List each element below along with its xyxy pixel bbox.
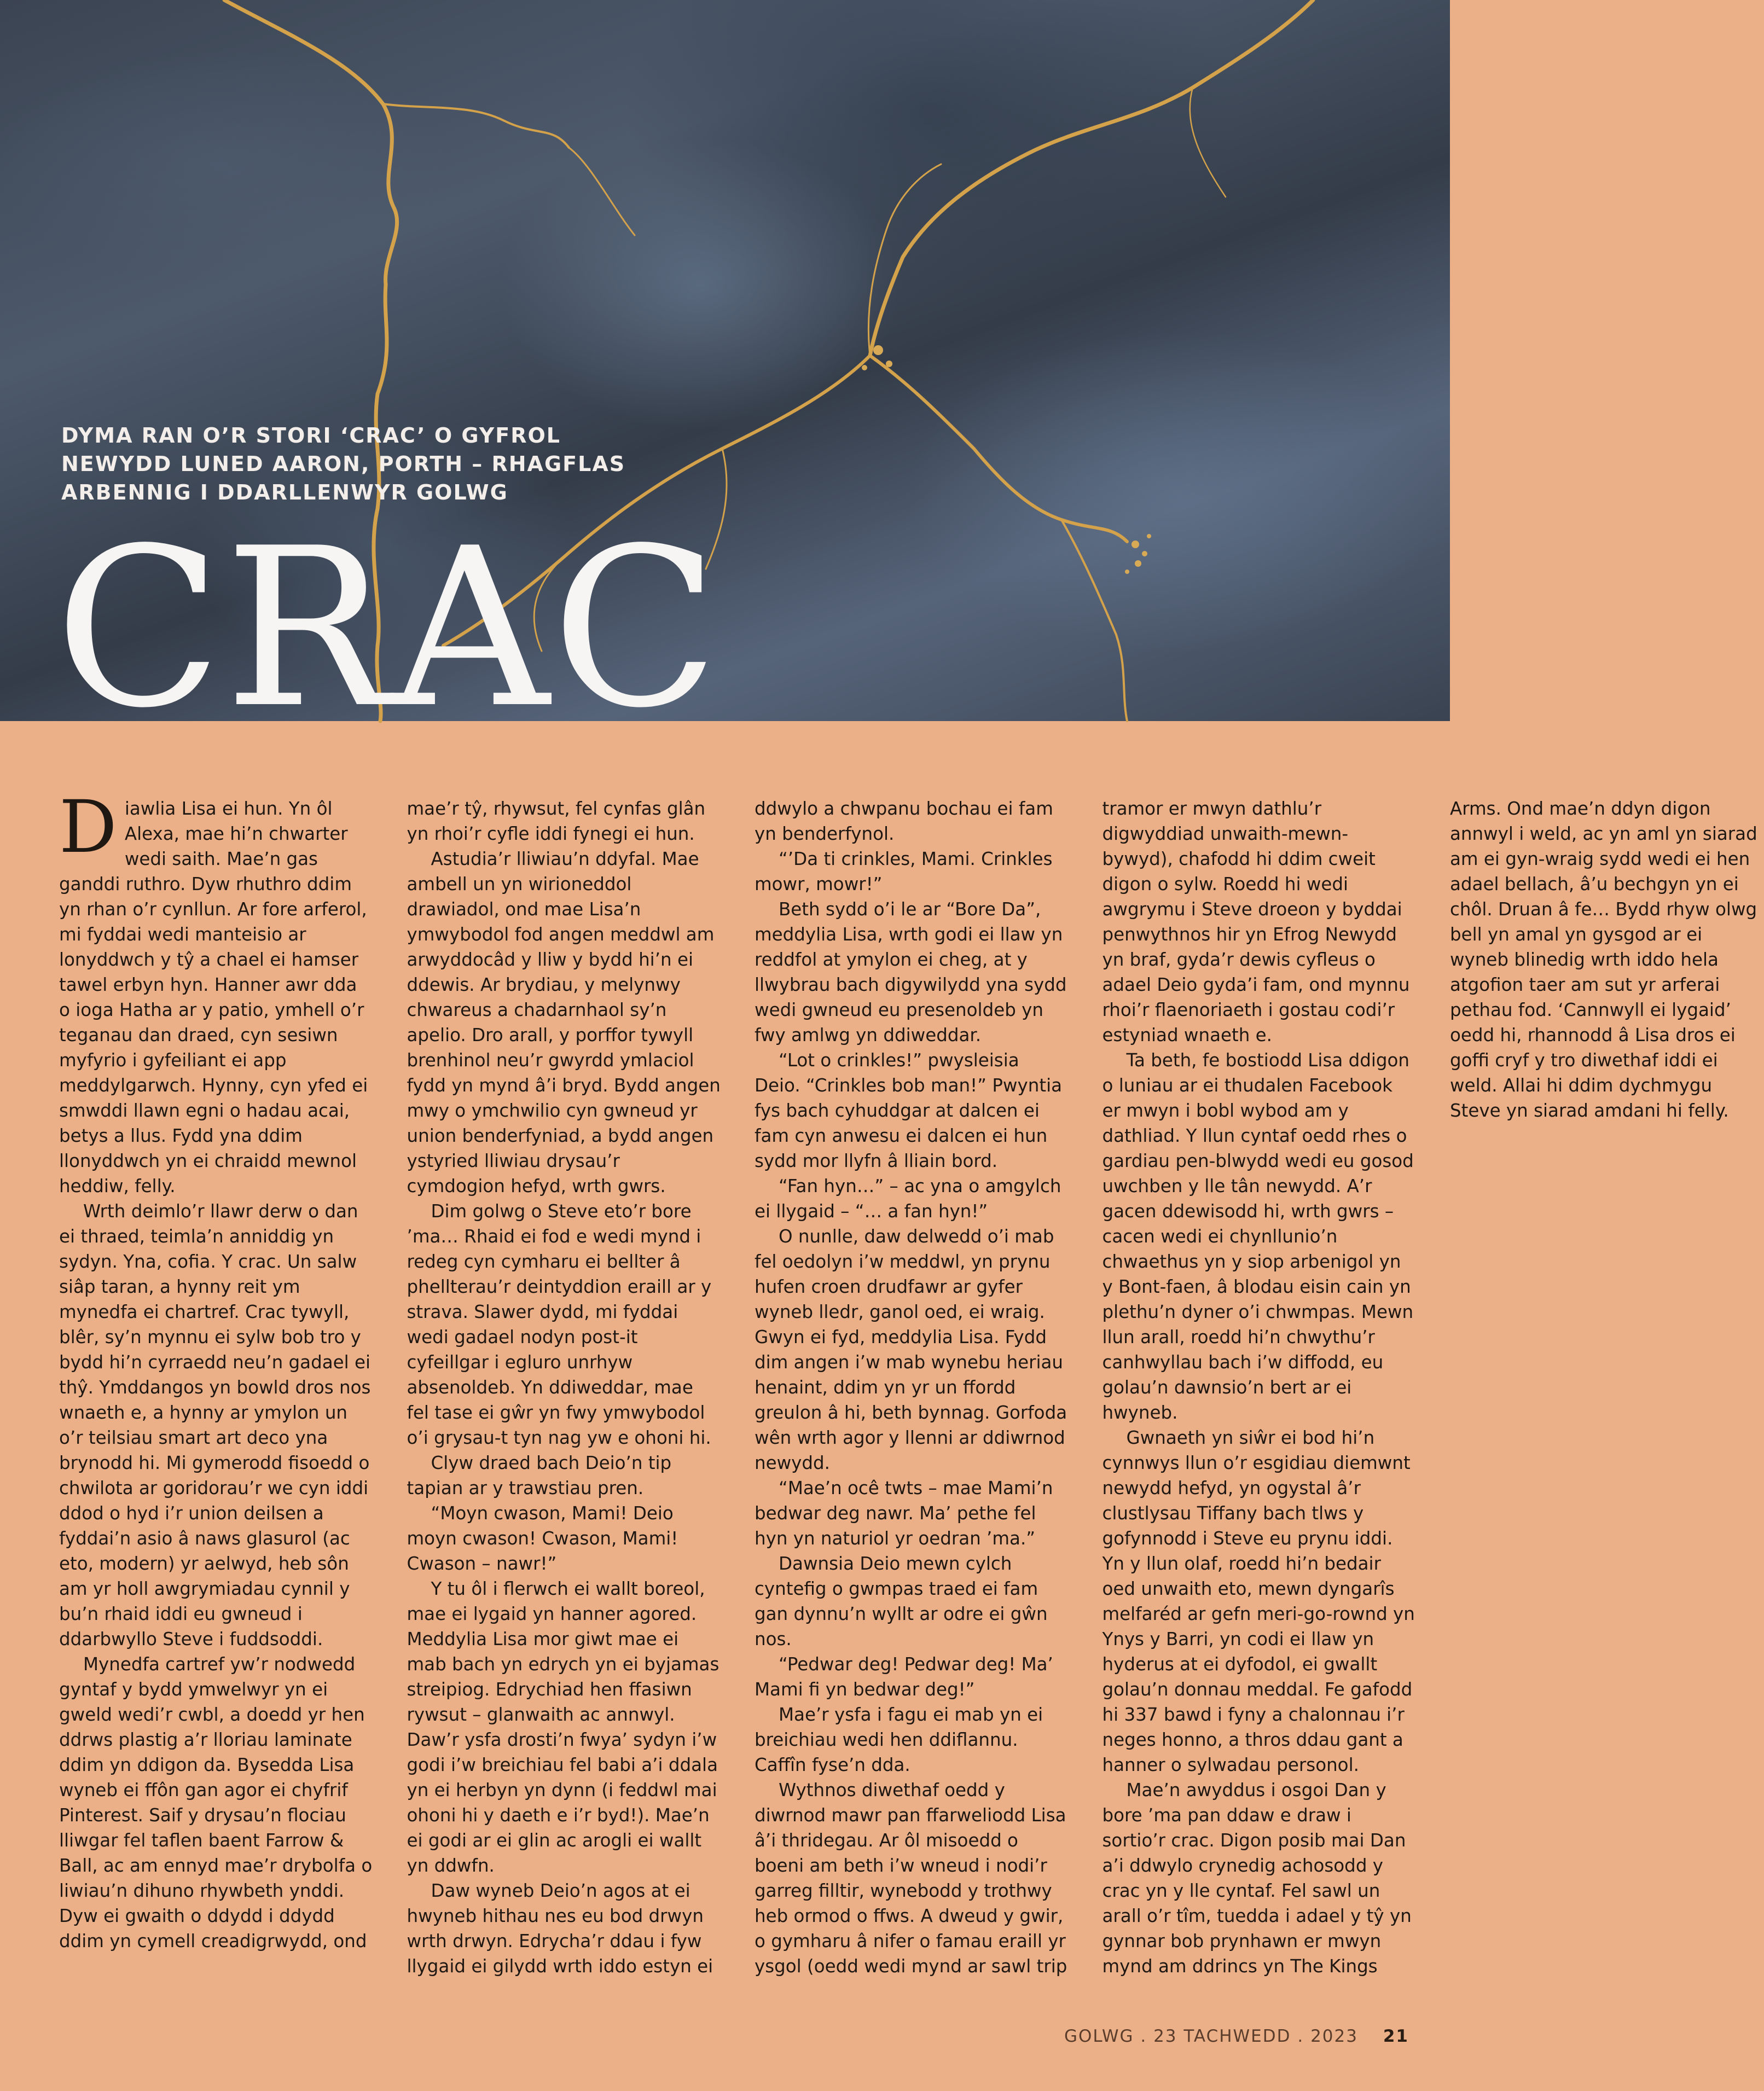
paragraph: O nunlle, daw delwedd o’i mab fel oedolyn i’w meddwl, yn prynu hufen croen drudfawr ar gyfer wyneb lledr, ganol oed, ei wraig. Gwyn ei fyd, meddylia Lisa. Fydd dim angen i’w mab wynebu heriau henaint, ddim yn yr un ffordd greulon â hi, beth bynnag. Gorfoda wên wrth agor y llenni ar ddiwrnod newydd. bbox=[755, 1226, 1067, 1473]
paragraph: Y tu ôl i flerwch ei wallt boreol, mae ei lygaid yn hanner agored. Meddylia Lisa mor giwt mae ei mab bach yn edrych yn ei byjamas streipiog. Edrychiad hen ffasiwn rywsut – glanwaith ac annwyl. Daw’r ysfa drosti’n fwya’ sydyn i’w godi i’w breichiau fel babi a’i ddala yn ei herbyn yn dynn (i feddwl mai ohoni hi y daeth e i’r byd!). Mae’n ei godi ar ei glin ac arogli ei wallt yn ddwfn. bbox=[407, 1578, 719, 1876]
paragraph: Mae’r ysfa i fagu ei mab yn ei breichiau wedi hen ddiflannu. Caffîn fyse’n dda. bbox=[755, 1704, 1043, 1775]
paragraph: Daw wyneb Deio’n agos at ei hwyneb hithau nes eu bod drwyn wrth drwyn. Edrycha’r ddau i fyw llygaid ei gilydd wrth iddo estyn ei ddwylo a chwpanu bochau ei fam yn benderfynol. bbox=[407, 798, 1053, 1977]
paragraph: Beth sydd o’i le ar “Bore Da”, meddylia Lisa, wrth godi ei llaw yn reddfol at ymylon ei cheg, at y llwybrau bach digywilydd yna sydd wedi gwneud eu presenoldeb yn fwy amlwg yn ddiweddar. bbox=[755, 899, 1067, 1046]
paragraph: Clyw draed bach Deio’n tip tapian ar y trawstiau pren. bbox=[407, 1453, 672, 1498]
paragraph bbox=[59, 785, 373, 1199]
article-kicker: DYMA RAN O’R STORI ‘CRAC’ O GYFROL NEWYDD LUNED AARON, PORTH – RHAGFLAS ARBENNIG I DDARLLENWYR GOLWG bbox=[61, 423, 626, 504]
paragraph: “Pedwar deg! Pedwar deg! Ma’ Mami fi yn bedwar deg!” bbox=[755, 1654, 1053, 1700]
publication-date: GOLWG . 23 TACHWEDD . 2023 bbox=[1064, 2026, 1358, 2046]
article-body bbox=[59, 785, 1757, 1989]
paragraph: Astudia’r lliwiau’n ddyfal. Mae ambell un yn wirioneddol drawiadol, ond mae Lisa’n ymwybodol fod angen meddwl am arwyddocâd y lliw y bydd hi’n ei ddewis. Ar brydiau, y melynwy chwareus a chadarnhaol sy’n apelio. Dro arall, y porffor tywyll brenhinol neu’r gwyrdd ymlaciol fydd yn mynd â’i bryd. Bydd angen mwy o ymchwilio cyn gwneud yr union benderfyniad, a bydd angen ystyried lliwiau drysau’r cymdogion hefyd, wrth gwrs. bbox=[407, 849, 721, 1196]
paragraph: Wythnos diwethaf oedd y diwrnod mawr pan ffarweliodd Lisa â’i thridegau. Ar ôl misoedd o boeni am beth i’w wneud i nodi’r garreg filltir, wynebodd y trothwy heb ormod o ffws. A dweud y gwir, o gymharu â nifer o famau eraill yr ysgol (oedd wedi mynd ar sawl trip tramor er mwyn dathlu’r digwyddiad unwaith-mewn-bywyd), chafodd hi ddim cweit digon o sylw. Roedd hi wedi awgrymu i Steve droeon y byddai penwythnos hir yn Efrog Newydd yn braf, gyda’r dewis cyfleus o adael Deio gyda’i fam, ond mynnu rhoi’r flaenoriaeth i gostau codi’r estyniad wnaeth e. bbox=[755, 798, 1410, 1977]
paragraph: “Lot o crinkles!” pwysleisia Deio. “Crinkles bob man!” Pwyntia fys bach cyhuddgar at dalcen ei fam cyn anwesu ei dalcen ei hun sydd mor llyfn â lliain bord. bbox=[755, 1050, 1063, 1171]
paragraph: Ta beth, fe bostiodd Lisa ddigon o luniau ar ei thudalen Facebook er mwyn i bobl wybod am y dathliad. Y llun cyntaf oedd rhes o gardiau pen-blwydd wedi eu gosod uwchben y lle tân newydd. A’r gacen ddewisodd hi, wrth gwrs – cacen wedi ei chynllunio’n chwaethus yn y siop arbenigol yn y Bont-faen, â blodau eisin cain yn plethu’n dyner o’i chwmpas. Mewn llun arall, roedd hi’n chwythu’r canhwyllau bach i’w diffodd, eu golau’n dawnsio’n bert ar ei hwyneb. bbox=[1102, 1050, 1414, 1423]
paragraph: Mae’n awyddus i osgoi Dan y bore ’ma pan ddaw e draw i sortio’r crac. Digon posib mai Dan a’i ddwylo crynedig achosodd y crac yn y lle cyntaf. Fel sawl un arall o’r tîm, tuedda i adael y tŷ yn gynnar bob prynhawn er mwyn mynd am ddrincs yn The Kings Arms. Ond mae’n ddyn digon annwyl i weld, ac yn aml yn siarad am ei gyn-wraig sydd wedi ei hen adael bellach, â’u bechgyn yn ei chôl. Druan â fe… Bydd rhyw olwg bell yn amal yn gysgod ar ei wyneb blinedig wrth iddo hela atgofion taer am sut yr arferai pethau fod. ‘Cannwyll ei lygaid’ oedd hi, rhannodd â Lisa dros ei goffi cryf y tro diwethaf iddi ei weld. Allai hi ddim dychmygu Steve yn siarad amdani hi felly. bbox=[1102, 798, 1757, 1977]
marble-header-image bbox=[0, 0, 1450, 756]
paragraph: “Moyn cwason, Mami! Deio moyn cwason! Cwason, Mami! Cwason – nawr!” bbox=[407, 1503, 678, 1574]
page-number: 21 bbox=[1383, 2026, 1409, 2046]
paragraph: Mynedfa cartref yw’r nodwedd gyntaf y bydd ymwelwyr yn ei gweld wedi’r cwbl, a doedd yr hen ddrws plastig a’r lloriau laminate ddim yn ddigon da. Bysedda Lisa wyneb ei ffôn gan agor ei chyfrif Pinterest. Saif y drysau’n flociau lliwgar fel taflen baent Farrow & Ball, ac am ennyd mae’r drybolfa o liwiau’n dihuno rhywbeth ynddi. Dyw ei gwaith o ddydd i ddydd ddim yn cymell creadigrwydd, ond mae’r tŷ, rhywsut, fel cynfas glân yn rhoi’r cyfle iddi fynegi ei hun. bbox=[59, 798, 706, 1951]
article-title: CRAC bbox=[55, 502, 722, 756]
paragraph: “Mae’n ocê twts – mae Mami’n bedwar deg nawr. Ma’ pethe fel hyn yn naturiol yr oedran ’ma.” bbox=[755, 1478, 1053, 1549]
paragraph: Dawnsia Deio mewn cylch cyntefig o gwmpas traed ei fam gan dynnu’n wyllt ar odre ei gŵn nos. bbox=[755, 1553, 1048, 1649]
paragraph: Gwnaeth yn siŵr ei bod hi’n cynnwys llun o’r esgidiau diemwnt newydd hefyd, yn ogystal â’r clustlysau Tiffany bach tlws y gofynnodd i Steve eu prynu iddi. Yn y llun olaf, roedd hi’n bedair oed unwaith eto, mewn dyngarîs melfaréd ar gefn meri-go-rownd yn Ynys y Barri, yn codi ei llaw yn hyderus at ei dyfodol, ei gwallt golau’n donnau meddal. Fe gafodd hi 337 bawd i fyny a chalonnau i’r neges honno, a thros ddau gant a hanner o sylwadau personol. bbox=[1102, 1427, 1415, 1775]
page-footer bbox=[1064, 2026, 1409, 2046]
paragraph: Dim golwg o Steve eto’r bore ’ma… Rhaid ei fod e wedi mynd i redeg cyn cymharu ei bellter â phellterau’r deintyddion eraill ar y strava. Slawer dydd, mi fyddai wedi gadael nodyn post-it cyfeillgar i egluro unrhyw absenoldeb. Yn ddiweddar, mae fel tase ei gŵr yn fwy ymwybodol o’i grysau-t tyn nag yw e ohoni hi. bbox=[407, 1201, 712, 1448]
paragraph: “’Da ti crinkles, Mami. Crinkles mowr, mowr!” bbox=[755, 849, 1053, 895]
paragraph-text: iawlia Lisa ei hun. Yn ôl Alexa, mae hi’n chwarter wedi saith. Mae’n gas ganddi ruthro. Dyw rhuthro ddim yn rhan o’r cynllun. Ar fore arferol, mi fyddai wedi manteisio ar lonyddwch y tŷ a chael ei hamser tawel erbyn hyn. Hanner awr dda o ioga Hatha ar y patio, ymhell o’r teganau dan draed, cyn sesiwn myfyrio i gyfeiliant ei app meddylgarwch. Hynny, cyn yfed ei smwddi llawn egni o hadau acai, betys a llus. Fydd yna ddim llonyddwch yn ei chraidd mewnol heddiw, felly. bbox=[59, 798, 368, 1196]
paragraph: Wrth deimlo’r llawr derw o dan ei thraed, teimla’n anniddig yn sydyn. Yna, cofia. Y crac. Un salw siâp taran, a hynny reit ym mynedfa ei chartref. Crac tywyll, blêr, sy’n mynnu ei sylw bob tro y bydd hi’n cyrraedd neu’n gadael ei thŷ. Ymddangos yn bowld dros nos wnaeth e, a hynny ar ymylon un o’r teilsiau smart art deco yna brynodd hi. Mi gymerodd fisoedd o chwilota ar goridorau’r we cyn iddi ddod o hyd i’r union deilsen a fyddai’n asio â naws glasurol (ac eto, modern) yr aelwyd, heb sôn am yr holl awgrymiadau cynnil y bu’n rhaid iddi eu gwneud i ddarbwyllo Steve i fuddsoddi. bbox=[59, 1201, 371, 1649]
paragraph: “Fan hyn…” – ac yna o amgylch ei llygaid – “… a fan hyn!” bbox=[755, 1176, 1061, 1222]
drop-cap: D bbox=[59, 785, 117, 869]
